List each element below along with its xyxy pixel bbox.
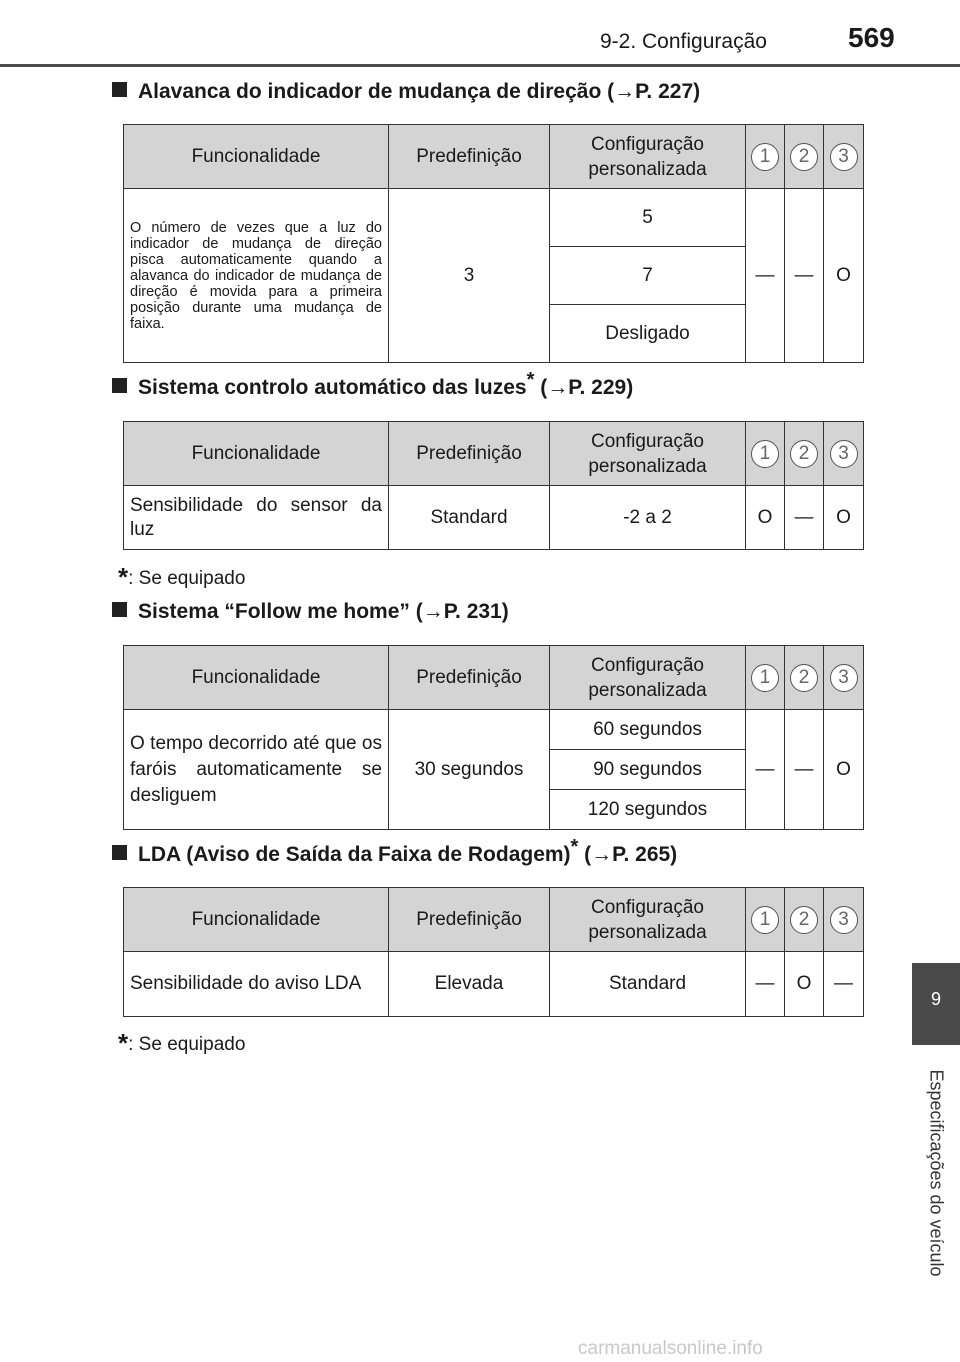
function-cell: Sensibilidade do sensor da luz bbox=[124, 486, 389, 550]
section-heading-text: LDA (Aviso de Saída da Faixa de Rodagem) bbox=[138, 843, 571, 866]
custom-option-cell: Standard bbox=[550, 952, 746, 1017]
col-header-custom: Configuração personalizada bbox=[550, 646, 746, 710]
mode-1-cell: — bbox=[746, 189, 785, 363]
bullet-square-icon bbox=[112, 602, 127, 617]
equipped-star: * bbox=[570, 836, 579, 858]
custom-option-cell: 90 segundos bbox=[550, 750, 746, 790]
mode-2-cell: — bbox=[785, 486, 824, 550]
circled-1-icon: 1 bbox=[751, 143, 779, 171]
bullet-square-icon bbox=[112, 378, 127, 393]
circled-1-icon: 1 bbox=[751, 440, 779, 468]
table-row bbox=[124, 189, 864, 247]
col-header-mode-3 bbox=[824, 888, 864, 952]
footnote bbox=[118, 1028, 245, 1059]
follow-me-home-table bbox=[123, 645, 864, 830]
watermark: carmanualsonline.info bbox=[578, 1338, 763, 1359]
table-header-row bbox=[124, 125, 864, 189]
col-header-mode-3 bbox=[824, 646, 864, 710]
section-heading-ref: (→P. 229) bbox=[534, 376, 634, 399]
page-number: 569 bbox=[848, 22, 895, 53]
circled-1-icon: 1 bbox=[751, 664, 779, 692]
default-cell: 30 segundos bbox=[389, 710, 550, 830]
col-header-mode-1 bbox=[746, 422, 785, 486]
mode-2-cell: — bbox=[785, 710, 824, 830]
auto-light-table bbox=[123, 421, 864, 550]
section-heading-ref: (→P. 265) bbox=[578, 843, 678, 866]
mode-2-cell: O bbox=[785, 952, 824, 1017]
circled-3-icon: 3 bbox=[830, 906, 858, 934]
chapter-tab-label-text: Especificações do veículo bbox=[926, 1069, 947, 1277]
turn-signal-table bbox=[123, 124, 864, 363]
footnote-star: * bbox=[118, 562, 129, 592]
custom-option-cell: 120 segundos bbox=[550, 790, 746, 830]
circled-3-icon: 3 bbox=[830, 143, 858, 171]
col-header-default: Predefinição bbox=[389, 646, 550, 710]
chapter-tab-label bbox=[912, 1048, 960, 1298]
col-header-custom: Configuração personalizada bbox=[550, 422, 746, 486]
col-header-default: Predefinição bbox=[389, 422, 550, 486]
col-header-mode-2 bbox=[785, 125, 824, 189]
footnote-text: : Se equipado bbox=[128, 568, 246, 589]
col-header-default: Predefinição bbox=[389, 125, 550, 189]
circled-1-icon: 1 bbox=[751, 906, 779, 934]
equipped-star: * bbox=[526, 369, 535, 391]
custom-option-cell: -2 a 2 bbox=[550, 486, 746, 550]
section-heading-text: Sistema controlo automático das luzes bbox=[138, 376, 527, 399]
circled-2-icon: 2 bbox=[790, 440, 818, 468]
section-heading-auto-light bbox=[112, 369, 634, 400]
table-header-row bbox=[124, 646, 864, 710]
table-header-row bbox=[124, 422, 864, 486]
col-header-function: Funcionalidade bbox=[124, 125, 389, 189]
col-header-custom: Configuração personalizada bbox=[550, 125, 746, 189]
mode-1-cell: — bbox=[746, 710, 785, 830]
custom-option-cell: 7 bbox=[550, 247, 746, 305]
col-header-custom: Configuração personalizada bbox=[550, 888, 746, 952]
default-cell: 3 bbox=[389, 189, 550, 363]
col-header-function: Funcionalidade bbox=[124, 422, 389, 486]
custom-option-cell: 5 bbox=[550, 189, 746, 247]
section-heading-turn-signal bbox=[112, 80, 700, 104]
table-row bbox=[124, 710, 864, 750]
mode-1-cell: — bbox=[746, 952, 785, 1017]
footnote bbox=[118, 562, 245, 593]
mode-2-cell: — bbox=[785, 189, 824, 363]
chapter-tab-number: 9 bbox=[912, 963, 960, 1045]
chapter-title: 9-2. Configuração bbox=[600, 30, 767, 53]
section-heading-follow-me-home bbox=[112, 600, 509, 624]
function-cell: O tempo decorrido até que os faróis automaticamente se desliguem bbox=[124, 710, 389, 830]
mode-1-cell: O bbox=[746, 486, 785, 550]
col-header-mode-1 bbox=[746, 888, 785, 952]
circled-2-icon: 2 bbox=[790, 664, 818, 692]
table-header-row bbox=[124, 888, 864, 952]
col-header-mode-2 bbox=[785, 646, 824, 710]
table-row bbox=[124, 952, 864, 1017]
col-header-mode-2 bbox=[785, 422, 824, 486]
col-header-function: Funcionalidade bbox=[124, 888, 389, 952]
function-cell: Sensibilidade do aviso LDA bbox=[124, 952, 389, 1017]
circled-3-icon: 3 bbox=[830, 440, 858, 468]
footnote-text: : Se equipado bbox=[128, 1034, 246, 1055]
custom-option-cell: Desligado bbox=[550, 305, 746, 363]
circled-2-icon: 2 bbox=[790, 143, 818, 171]
mode-3-cell: O bbox=[824, 189, 864, 363]
bullet-square-icon bbox=[112, 845, 127, 860]
default-cell: Standard bbox=[389, 486, 550, 550]
function-cell: O número de vezes que a luz do indicador de mudança de direção pisca automaticamente quando a alavanca do indicador de mudança de direção é movida para a primeira posição durante uma mudança de faixa. bbox=[124, 189, 389, 363]
circled-3-icon: 3 bbox=[830, 664, 858, 692]
mode-3-cell: O bbox=[824, 710, 864, 830]
col-header-mode-3 bbox=[824, 422, 864, 486]
lda-table bbox=[123, 887, 864, 1017]
col-header-mode-1 bbox=[746, 646, 785, 710]
mode-3-cell: O bbox=[824, 486, 864, 550]
default-cell: Elevada bbox=[389, 952, 550, 1017]
section-heading-text: Sistema “Follow me home” (→P. 231) bbox=[138, 600, 509, 623]
col-header-default: Predefinição bbox=[389, 888, 550, 952]
section-heading-lda bbox=[112, 836, 678, 867]
table-row bbox=[124, 486, 864, 550]
custom-option-cell: 60 segundos bbox=[550, 710, 746, 750]
col-header-mode-2 bbox=[785, 888, 824, 952]
mode-3-cell: — bbox=[824, 952, 864, 1017]
col-header-function: Funcionalidade bbox=[124, 646, 389, 710]
col-header-mode-3 bbox=[824, 125, 864, 189]
circled-2-icon: 2 bbox=[790, 906, 818, 934]
bullet-square-icon bbox=[112, 82, 127, 97]
header-rule bbox=[0, 64, 960, 67]
footnote-star: * bbox=[118, 1028, 129, 1058]
section-heading-text: Alavanca do indicador de mudança de direção (→P. 227) bbox=[138, 80, 701, 103]
col-header-mode-1 bbox=[746, 125, 785, 189]
